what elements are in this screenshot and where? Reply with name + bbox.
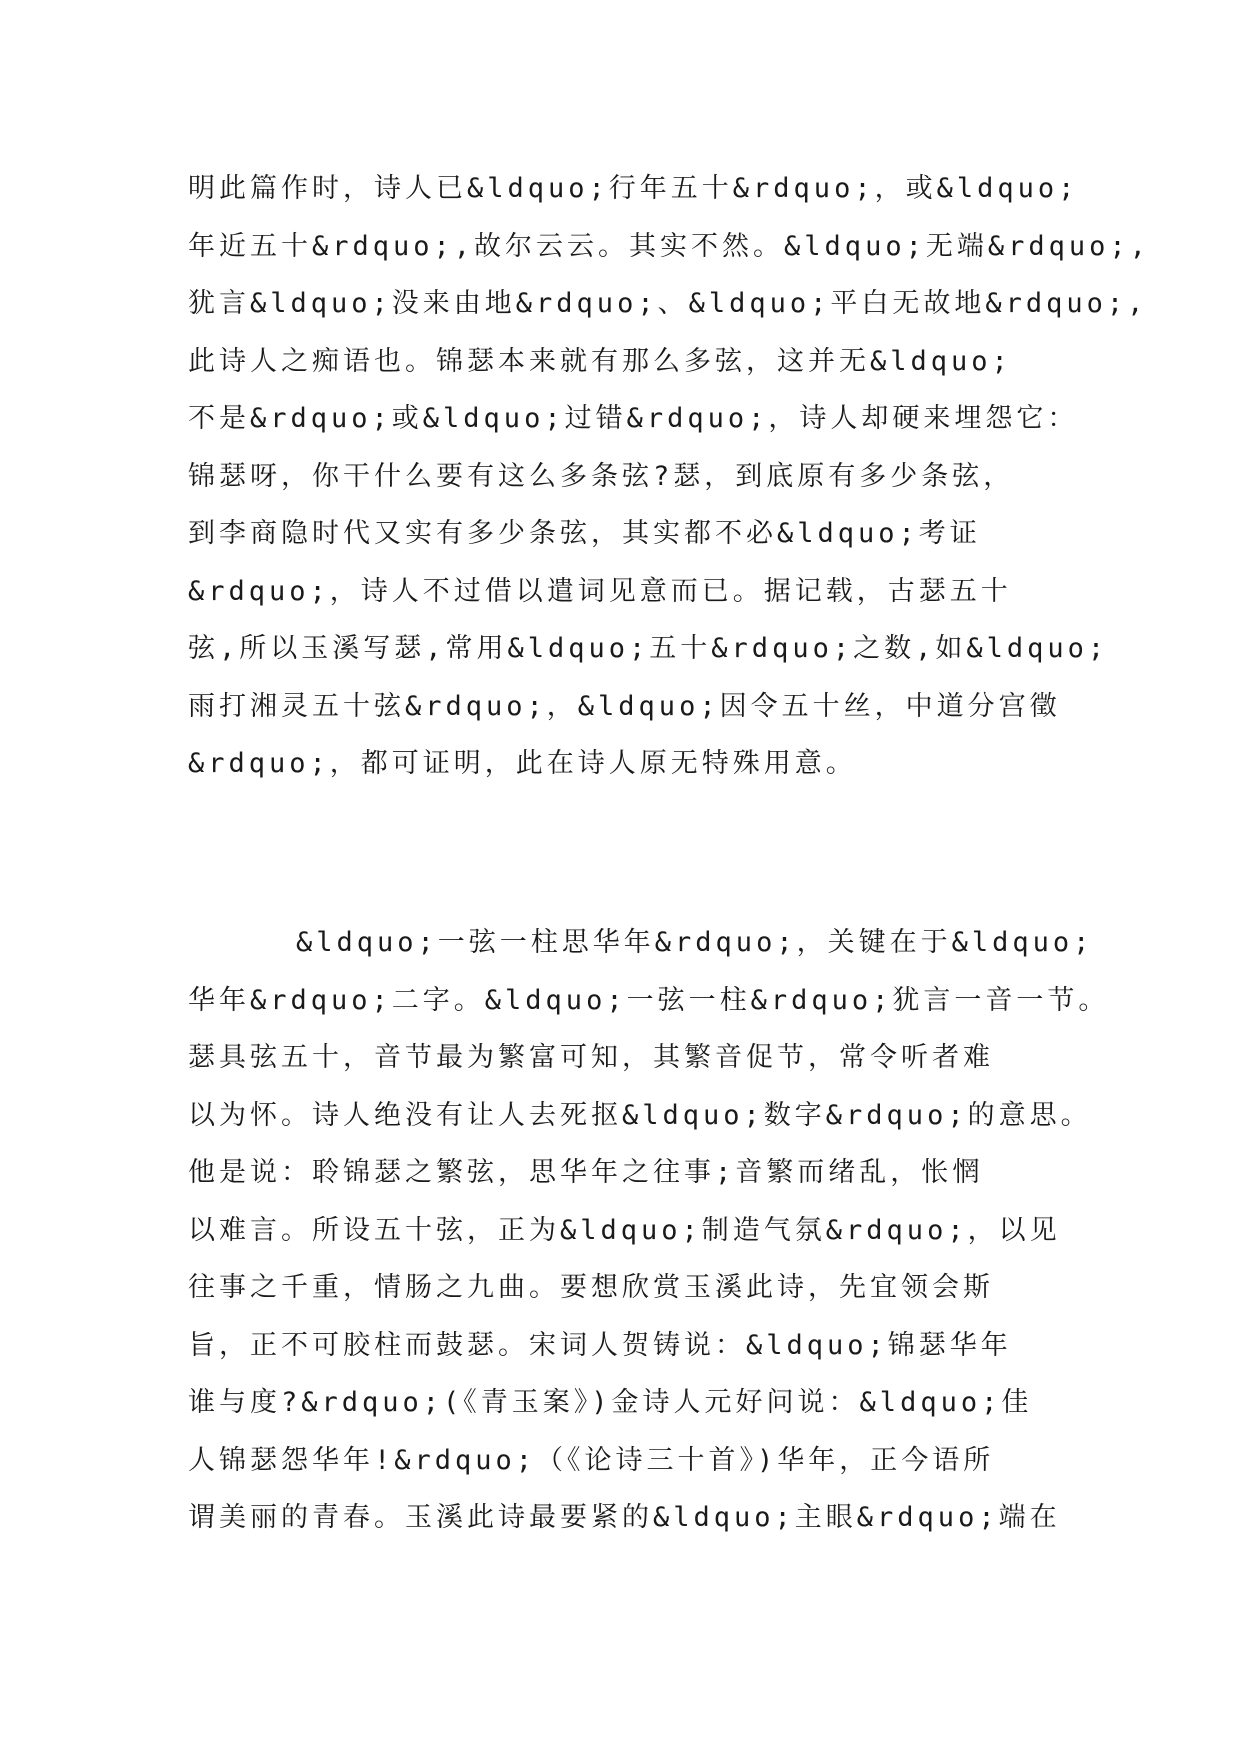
text-line: 弦,所以玉溪写瑟,常用&ldquo;五十&rdquo;之数,如&ldquo; bbox=[188, 633, 1109, 664]
text-line: 锦瑟呀，你干什么要有这么多条弦?瑟，到底原有多少条弦， bbox=[188, 460, 1015, 492]
text-line: 人锦瑟怨华年!&rdquo;（《论诗三十首》)华年，正今语所 bbox=[188, 1444, 995, 1476]
text-line: 不是&rdquo;或&ldquo;过错&rdquo;，诗人却硬来埋怨它： bbox=[188, 403, 1079, 434]
text-line: 以为怀。诗人绝没有让人去死抠&ldquo;数字&rdquo;的意思。 bbox=[188, 1099, 1092, 1131]
text-line: 此诗人之痴语也。锦瑟本来就有那么多弦，这并无&ldquo; bbox=[188, 345, 1012, 377]
text-line: 谓美丽的青春。玉溪此诗最要紧的&ldquo;主眼&rdquo;端在 bbox=[188, 1502, 1061, 1533]
text-line: 往事之千重，情肠之九曲。要想欣赏玉溪此诗，先宜领会斯 bbox=[188, 1272, 994, 1303]
text-line: 雨打湘灵五十弦&rdquo;，&ldquo;因令五十丝，中道分宫徵 bbox=[188, 690, 1061, 722]
text-line: &rdquo;，都可证明，此在诗人原无特殊用意。 bbox=[188, 748, 857, 779]
text-line-indented: &ldquo;一弦一柱思华年&rdquo;，关键在于&ldquo; bbox=[296, 927, 1094, 958]
paragraph-2 bbox=[188, 914, 1110, 1547]
text-line: 他是说：聆锦瑟之繁弦，思华年之往事;音繁而绪乱，怅惘 bbox=[188, 1157, 984, 1188]
text-line: 年近五十&rdquo;,故尔云云。其实不然。&ldquo;无端&rdquo;, bbox=[188, 230, 1150, 262]
text-line: 华年&rdquo;二字。&ldquo;一弦一柱&rdquo;犹言一音一节。 bbox=[188, 984, 1110, 1016]
text-line: &rdquo;，诗人不过借以遣词见意而已。据记载，古瑟五十 bbox=[188, 575, 1012, 607]
text-line: 瑟具弦五十，音节最为繁富可知，其繁音促节，常令听者难 bbox=[188, 1042, 994, 1073]
text-line: 旨，正不可胶柱而鼓瑟。宋词人贺铸说：&ldquo;锦瑟华年 bbox=[188, 1329, 1012, 1361]
text-line: 明此篇作时，诗人已&ldquo;行年五十&rdquo;，或&ldquo; bbox=[188, 173, 1079, 204]
paragraph-1 bbox=[188, 160, 1150, 793]
text-line: 犹言&ldquo;没来由地&rdquo;、&ldquo;平白无故地&rdquo;, bbox=[188, 288, 1148, 319]
text-line: 到李商隐时代又实有多少条弦，其实都不必&ldquo;考证 bbox=[188, 518, 981, 549]
text-line: 以难言。所设五十弦，正为&ldquo;制造气氛&rdquo;，以见 bbox=[188, 1214, 1061, 1246]
text-line: 谁与度?&rdquo;(《青玉案》)金诗人元好问说：&ldquo;佳 bbox=[188, 1387, 1033, 1418]
